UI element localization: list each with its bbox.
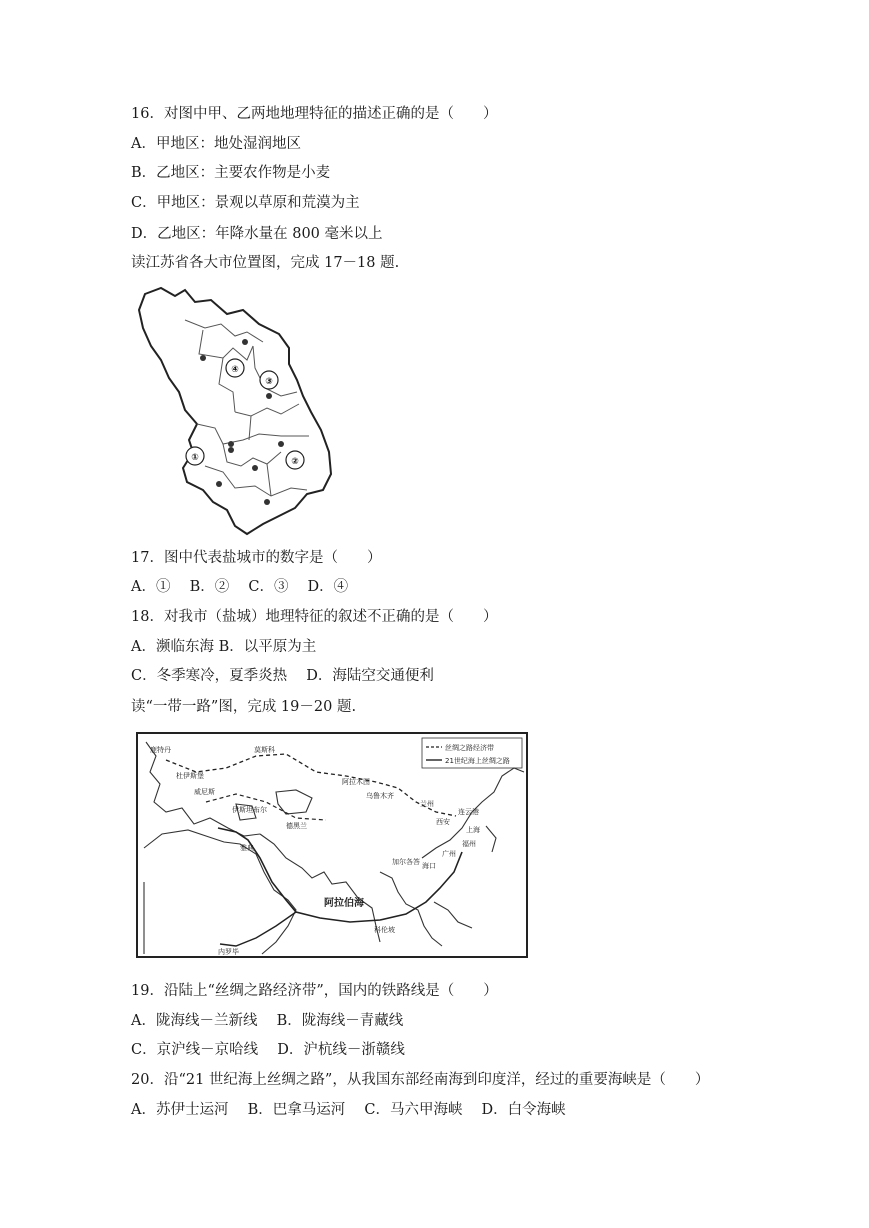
q17-stem: 17．图中代表盐城市的数字是（ ） <box>131 550 382 566</box>
region-label-1 <box>186 447 204 465</box>
place-lanzhou: 兰州 <box>420 800 434 808</box>
q20-options[interactable]: A．苏伊士运河 B．巴拿马运河 C．马六甲海峡 D．白令海峡 <box>131 1102 566 1118</box>
legend <box>422 738 522 768</box>
q17-options[interactable]: A．① B．② C．③ D．④ <box>131 579 349 595</box>
q16-option-a[interactable]: A．甲地区：地处湿润地区 <box>131 136 301 152</box>
place-urumqi: 乌鲁木齐 <box>366 792 394 800</box>
region-label-4 <box>226 359 244 377</box>
q20-stem: 20．沿“21 世纪海上丝绸之路”，从我国东部经南海到印度洋，经过的重要海峡是（ ） <box>131 1072 710 1088</box>
place-colombo: 科伦坡 <box>374 926 395 934</box>
label-4: ④ <box>231 365 239 375</box>
label-3: ③ <box>265 377 273 387</box>
label-2: ② <box>291 457 299 467</box>
place-venice: 威尼斯 <box>194 788 215 796</box>
place-guangzhou: 广州 <box>442 850 456 858</box>
place-almaty: 阿拉木图 <box>342 778 370 786</box>
place-athens: 雅典 <box>240 844 254 852</box>
intro-19-20: 读“一带一路”图，完成 19－20 题. <box>131 699 357 715</box>
q16-stem: 16．对图中甲、乙两地地理特征的描述正确的是（ ） <box>131 106 498 122</box>
q18-options-cd[interactable]: C．冬季寒冷，夏季炎热 D．海陆空交通便利 <box>131 668 434 684</box>
place-kolkata: 加尔各答 <box>392 858 420 866</box>
place-moscow: 莫斯科 <box>254 746 275 754</box>
place-rotterdam: 鹿特丹 <box>150 746 171 754</box>
legend-land: 丝绸之路经济带 <box>445 744 494 752</box>
q19-options-cd[interactable]: C．京沪线－京哈线 D．沪杭线－浙赣线 <box>131 1042 405 1058</box>
place-istanbul: 伊斯坦布尔 <box>232 806 267 814</box>
region-label-3 <box>260 371 278 389</box>
place-tehran: 德黑兰 <box>286 822 307 830</box>
place-nairobi: 内罗毕 <box>218 948 239 956</box>
place-xian: 西安 <box>436 818 450 826</box>
place-duisburg: 杜伊斯堡 <box>176 772 204 780</box>
q18-stem: 18．对我市（盐城）地理特征的叙述不正确的是（ ） <box>131 609 498 625</box>
region-label-2 <box>286 451 304 469</box>
label-1: ① <box>191 453 199 463</box>
q16-option-d[interactable]: D．乙地区：年降水量在 800 毫米以上 <box>131 226 383 242</box>
intro-17-18: 读江苏省各大市位置图，完成 17－18 题. <box>131 255 400 271</box>
place-fuzhou: 福州 <box>462 840 476 848</box>
q16-option-c[interactable]: C．甲地区：景观以草原和荒漠为主 <box>131 195 360 211</box>
q19-options-ab[interactable]: A．陇海线－兰新线 B．陇海线－青藏线 <box>131 1013 404 1029</box>
place-lianyungang: 连云港 <box>458 808 479 816</box>
silk-road-map <box>136 732 528 958</box>
place-arabian-sea: 阿拉伯海 <box>324 898 364 909</box>
legend-sea: 21世纪海上丝绸之路 <box>445 757 510 765</box>
q19-stem: 19．沿陆上“丝绸之路经济带”，国内的铁路线是（ ） <box>131 983 498 999</box>
q16-option-b[interactable]: B．乙地区：主要农作物是小麦 <box>131 165 331 181</box>
place-shanghai: 上海 <box>466 826 480 834</box>
place-haikou: 海口 <box>422 862 436 870</box>
q18-options-ab[interactable]: A．濒临东海 B．以平原为主 <box>131 639 317 655</box>
jiangsu-map <box>131 284 341 539</box>
